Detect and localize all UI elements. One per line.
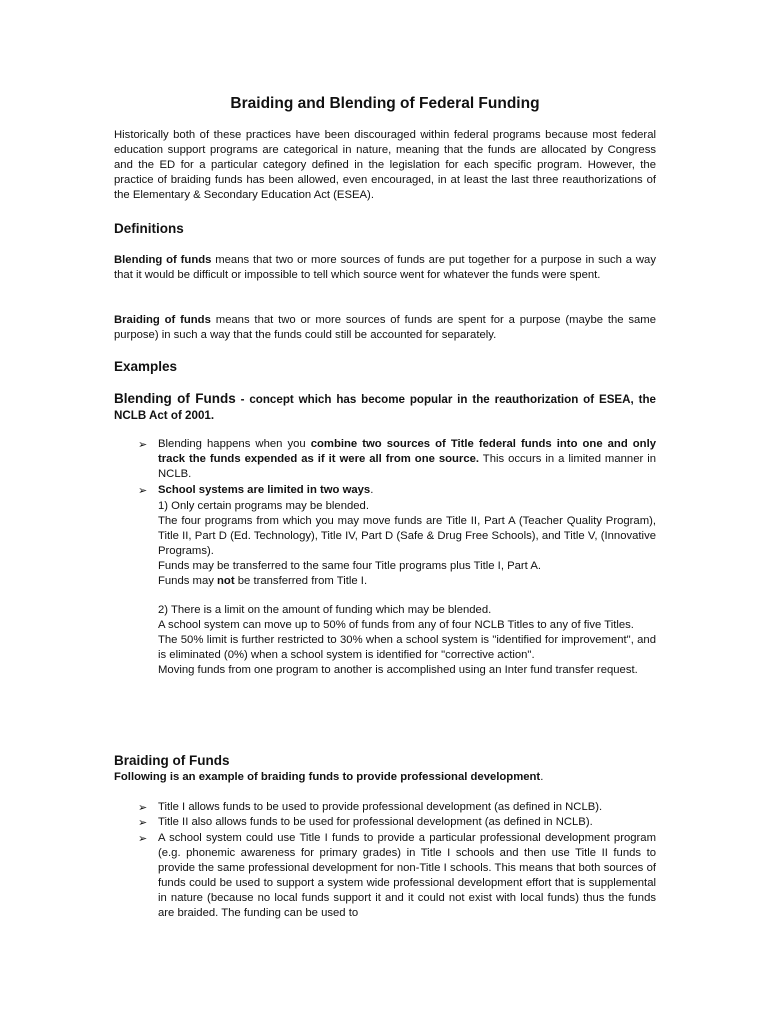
limit-2-percent: A school system can move up to 50% of funds from any of four NCLB Titles to any of five Titles. <box>158 619 634 631</box>
bullet-arrow-icon: ➢ <box>138 833 148 845</box>
limit-2-block <box>158 603 656 678</box>
limit-2-title: 2) There is a limit on the amount of funding which may be blended. <box>158 604 492 616</box>
blending-bullet-1-bold: combine two sources of Title federal funds into one and only track the funds expended as if it were all from one source. <box>158 438 657 465</box>
limit-1-title: 1) Only certain programs may be blended. <box>158 500 369 512</box>
examples-heading: Examples <box>114 359 178 374</box>
braiding-subheading-text: Following is an example of braiding funds to provide professional development <box>114 771 541 783</box>
document-title: Braiding and Blending of Federal Funding <box>230 95 540 112</box>
limit-2-restriction: The 50% limit is further restricted to 30% when a school system is "identified for improvement", and is eliminated (0%) when a school system is identified for "corrective action". <box>158 634 656 661</box>
limit-2-transfer: Moving funds from one program to another is accomplished using an Inter fund transfer request. <box>158 664 638 676</box>
braiding-term: Braiding of funds <box>114 314 211 326</box>
blending-bullet-2-bold: School systems are limited in two ways <box>158 484 371 496</box>
blending-bullet-2 <box>158 483 656 498</box>
limit-1-not: not <box>217 575 235 587</box>
blending-bullet-1-pre: Blending happens when you <box>158 438 311 450</box>
limit-1-transfer-from <box>158 574 656 589</box>
bullet-arrow-icon: ➢ <box>138 802 148 814</box>
braiding-bullet-3: A school system could use Title I funds to provide a particular professional development program (e.g. phonemic awareness for primary grades) in Title I schools and then use Title II funds to provide the same professional development for non-Title I schools. This means that both sources of funds could be used to support a system wide professional development effort that is supplemental in nature (because no local funds support it and it could not exist with local funds) thus the funds are braided. The funding can be used to <box>158 832 656 919</box>
blending-bullet-1 <box>158 437 656 482</box>
blending-term: Blending of funds <box>114 254 212 266</box>
braiding-bullet-1: Title I allows funds to be used to provide professional development (as defined in NCLB). <box>158 801 603 813</box>
blending-bullet-1-post: This occurs in a limited manner in NCLB. <box>158 453 656 480</box>
blending-examples-heading <box>114 391 656 424</box>
braiding-bullet-2: Title II also allows funds to be used for professional development (as defined in NCLB). <box>158 816 593 828</box>
blending-definition-text: means that two or more sources of funds are put together for a purpose in such a way that it would be difficult or impossible to tell which source went for whatever the funds were spent. <box>114 254 656 281</box>
braiding-heading: Braiding of Funds <box>114 753 230 768</box>
blending-bullet-2-post: . <box>370 484 374 496</box>
limit-1-pre: Funds may <box>158 575 218 587</box>
limit-1-transfer-to: Funds may be transferred to the same four Title programs plus Title I, Part A. <box>158 560 542 572</box>
limit-1-block <box>158 499 656 589</box>
braiding-definition-text: means that two or more sources of funds are spent for a purpose (maybe the same purpose) in such a way that the funds could still be accounted for separately. <box>114 314 656 341</box>
bullet-arrow-icon: ➢ <box>138 817 148 829</box>
definitions-heading: Definitions <box>114 221 184 236</box>
braiding-subheading <box>114 770 656 785</box>
blending-definition <box>114 253 656 283</box>
braiding-definition <box>114 313 656 343</box>
limit-1-programs: The four programs from which you may move funds are Title II, Part A (Teacher Quality Program), Title II, Part D (Ed. Technology), Title IV, Part D (Safe & Drug Free Schools), and Title V, (Innovative Programs). <box>158 515 656 557</box>
bullet-arrow-icon: ➢ <box>138 485 148 497</box>
blending-examples-title: Blending of Funds <box>114 391 236 406</box>
bullet-arrow-icon: ➢ <box>138 439 148 451</box>
braiding-subheading-end: . <box>540 771 544 783</box>
limit-1-post: be transferred from Title I. <box>234 575 368 587</box>
blending-examples-subtitle: - concept which has become popular in the reauthorization of ESEA, the NCLB Act of 2001. <box>114 393 656 422</box>
intro-paragraph: Historically both of these practices have been discouraged within federal programs because most federal education support programs are categorical in nature, meaning that the funds are allocated by Congress and the ED for a particular category defined in the legislation for each specific program. However, the practice of braiding funds has been allowed, even encouraged, in at least the last three reauthorizations of the Elementary & Secondary Education Act (ESEA). <box>114 129 656 201</box>
